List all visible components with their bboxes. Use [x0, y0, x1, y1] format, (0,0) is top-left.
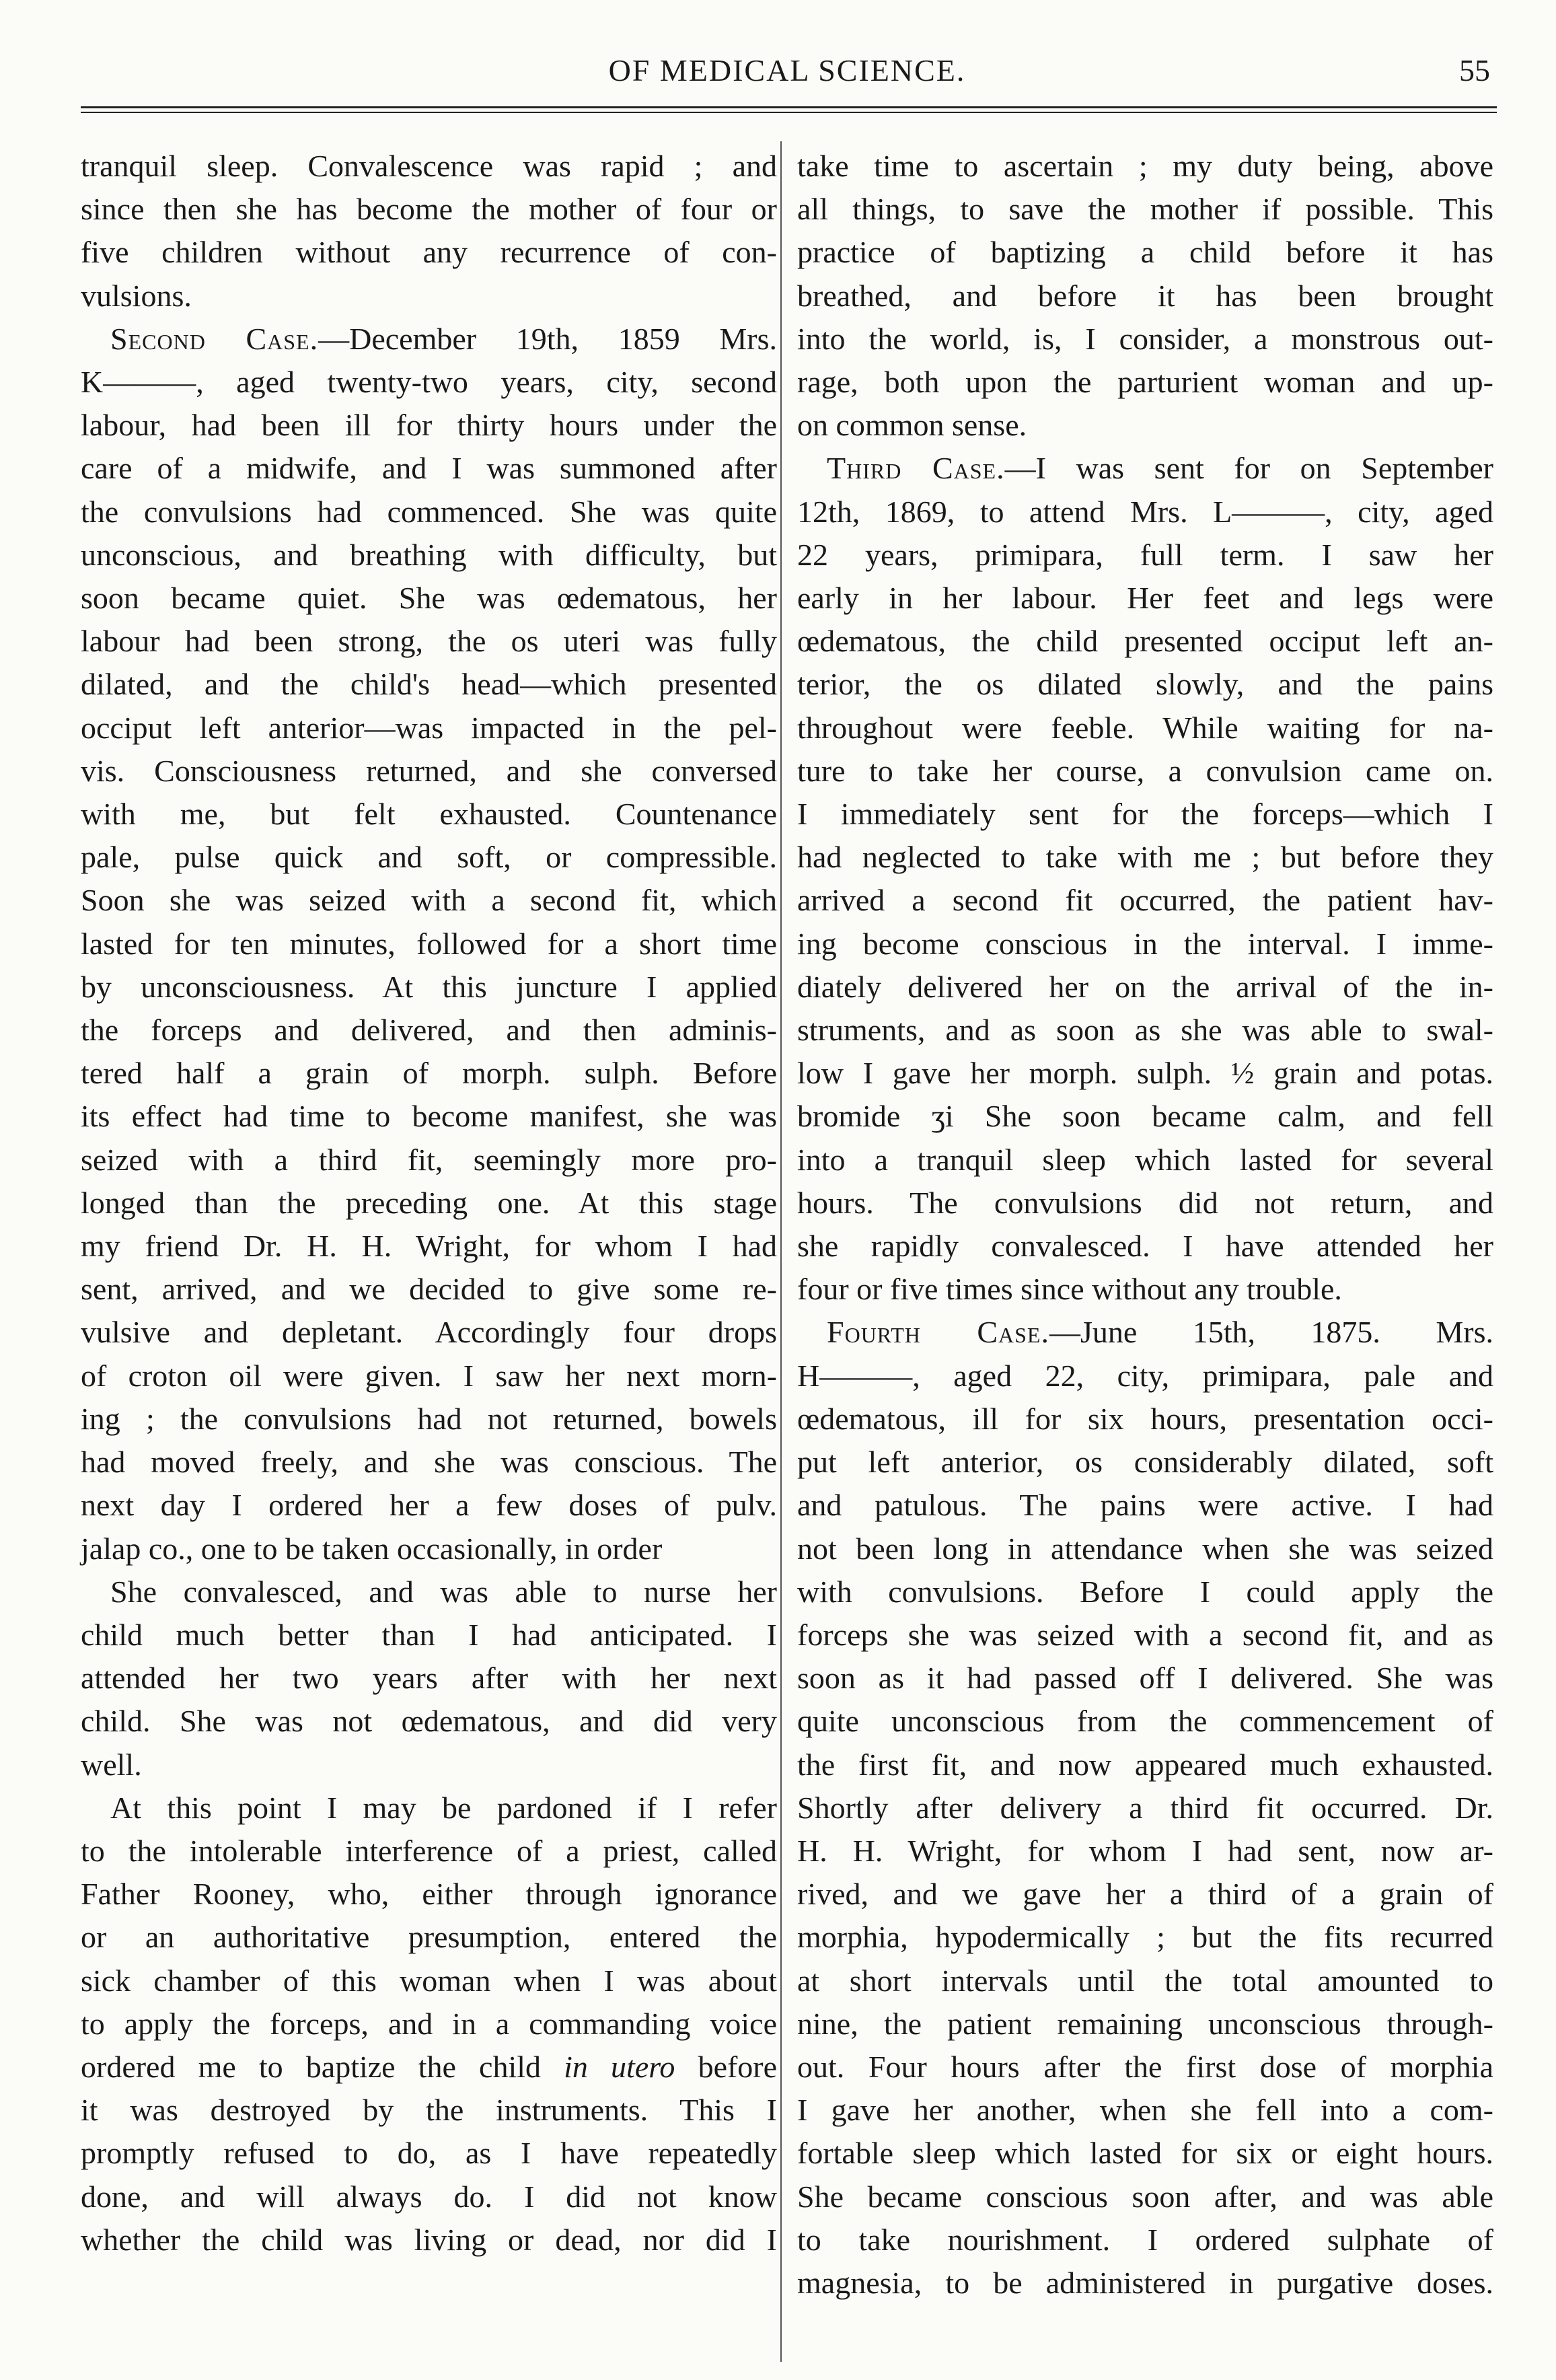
text-line: with convulsions. Before I could apply the [797, 1574, 1493, 1609]
text-line: ture to take her course, a convulsion came on. [797, 753, 1493, 788]
text-line: lasted for ten minutes, followed for a short time [81, 926, 777, 961]
text-line: labour had been strong, the os uteri was fully [81, 624, 777, 659]
text-line: labour, had been ill for thirty hours under the [81, 408, 777, 443]
text-line: four or five times since without any trouble. [797, 1272, 1342, 1307]
paragraph-baptism-outrage [797, 145, 1493, 447]
text-line [797, 1311, 1493, 1354]
text-segment: before [698, 2049, 778, 2084]
text-line: next day I ordered her a few doses of pulv. [81, 1488, 777, 1523]
text-line: low I gave her morph. sulph. ½ grain and potas. [797, 1056, 1493, 1091]
text-line: take time to ascertain ; my duty being, above [797, 149, 1493, 183]
text-line: quite unconscious from the commencement of [797, 1704, 1493, 1739]
text-line: on common sense. [797, 408, 1027, 443]
text-line: tered half a grain of morph. sulph. Before [81, 1056, 777, 1091]
case-intro: —I was sent for on September [1004, 451, 1493, 486]
text-line: the first fit, and now appeared much exhausted. [797, 1747, 1493, 1782]
text-line: Shortly after delivery a third fit occurred. Dr. [797, 1790, 1493, 1825]
text-line: into a tranquil sleep which lasted for several [797, 1142, 1493, 1177]
text-line: the convulsions had commenced. She was quite [81, 494, 777, 529]
text-line [81, 2046, 777, 2089]
text-line: its effect had time to become manifest, she was [81, 1099, 777, 1134]
text-line: sick chamber of this woman when I was about [81, 1963, 777, 1998]
text-line: done, and will always do. I did not know [81, 2179, 777, 2214]
text-line: vis. Consciousness returned, and she conversed [81, 753, 777, 788]
text-line: tranquil sleep. Convalescence was rapid ; and [81, 149, 777, 183]
text-line: At this point I may be pardoned if I refer [110, 1790, 777, 1825]
case-date: —June 15th, 1875. Mrs. [1049, 1315, 1493, 1350]
text-line: throughout were feeble. While waiting for na- [797, 710, 1493, 745]
text-line: H. H. Wright, for whom I had sent, now ar- [797, 1833, 1493, 1868]
text-line: rived, and we gave her a third of a grain of [797, 1877, 1493, 1912]
text-line: unconscious, and breathing with difficulty, but [81, 537, 777, 572]
text-segment: ordered me to baptize the child [81, 2049, 542, 2084]
text-line: whether the child was living or dead, nor did I [81, 2222, 777, 2257]
paragraph-priest-interference [81, 1787, 777, 2262]
text-line: She became conscious soon after, and was able [797, 2179, 1493, 2214]
text-line: five children without any recurrence of con- [81, 235, 777, 270]
text-line: soon as it had passed off I delivered. She was [797, 1661, 1493, 1696]
paragraph-third-case [797, 447, 1493, 1311]
text-line [81, 318, 777, 361]
text-line: K———, aged twenty-two years, city, second [81, 365, 777, 400]
text-line: to apply the forceps, and in a commanding voice [81, 2006, 777, 2041]
text-line: hours. The convulsions did not return, and [797, 1185, 1493, 1220]
text-line: œdematous, ill for six hours, presentation occi- [797, 1401, 1493, 1436]
text-line: H———, aged 22, city, primipara, pale and [797, 1358, 1493, 1393]
text-line: pale, pulse quick and soft, or compressible. [81, 840, 777, 875]
text-line: I immediately sent for the forceps—which I [797, 797, 1493, 832]
text-line: Father Rooney, who, either through ignorance [81, 1877, 777, 1912]
text-line: child much better than I had anticipated. I [81, 1617, 777, 1652]
text-line: jalap co., one to be taken occasionally, in order [81, 1531, 663, 1566]
text-line: forceps she was seized with a second fit, and as [797, 1617, 1493, 1652]
text-line: early in her labour. Her feet and legs were [797, 581, 1493, 616]
text-line: sent, arrived, and we decided to give some re- [81, 1272, 777, 1307]
case-heading-third: Third Case. [827, 451, 1005, 486]
text-line: vulsive and depletant. Accordingly four drops [81, 1315, 777, 1350]
text-line: since then she has become the mother of four or [81, 192, 777, 227]
text-line: attended her two years after with her next [81, 1661, 777, 1696]
text-line: with me, but felt exhausted. Countenance [81, 797, 777, 832]
text-line: or an authoritative presumption, entered the [81, 1920, 777, 1955]
text-line: œdematous, the child presented occiput left an- [797, 624, 1493, 659]
text-line: well. [81, 1747, 142, 1782]
text-line: morphia, hypodermically ; but the fits recurred [797, 1920, 1493, 1955]
paragraph-fourth-case [797, 1311, 1493, 2305]
text-line [797, 447, 1493, 490]
left-column [81, 145, 777, 2262]
text-line: magnesia, to be administered in purgative doses. [797, 2265, 1493, 2300]
text-line: by unconsciousness. At this juncture I applied [81, 969, 777, 1004]
right-column [797, 145, 1493, 2305]
text-line: breathed, and before it has been brought [797, 278, 1493, 313]
text-line: not been long in attendance when she was seized [797, 1531, 1493, 1566]
text-line: vulsions. [81, 278, 192, 313]
text-line: diately delivered her on the arrival of the in- [797, 969, 1493, 1004]
text-line: the forceps and delivered, and then adminis- [81, 1013, 777, 1048]
text-line: terior, the os dilated slowly, and the pains [797, 667, 1493, 702]
text-line: to the intolerable interference of a priest, called [81, 1833, 777, 1868]
text-line: and patulous. The pains were active. I had [797, 1488, 1493, 1523]
text-line: struments, and as soon as she was able to swal- [797, 1013, 1493, 1048]
text-line: 22 years, primipara, full term. I saw her [797, 537, 1493, 572]
text-line: 12th, 1869, to attend Mrs. L———, city, aged [797, 494, 1493, 529]
text-line: longed than the preceding one. At this stage [81, 1185, 777, 1220]
text-line: seized with a third fit, seemingly more pro- [81, 1142, 777, 1177]
text-line: put left anterior, os considerably dilated, soft [797, 1445, 1493, 1480]
text-line: fortable sleep which lasted for six or eight hours. [797, 2136, 1493, 2171]
text-line: practice of baptizing a child before it has [797, 235, 1493, 270]
text-line: soon became quiet. She was œdematous, her [81, 581, 777, 616]
text-line: had moved freely, and she was conscious. The [81, 1445, 777, 1480]
text-line: She convalesced, and was able to nurse her [110, 1574, 777, 1609]
text-line: it was destroyed by the instruments. This I [81, 2093, 777, 2128]
text-line: out. Four hours after the first dose of morphia [797, 2049, 1493, 2084]
text-line: rage, both upon the parturient woman and up- [797, 365, 1493, 400]
text-line: ing ; the convulsions had not returned, bowels [81, 1401, 777, 1436]
text-line: to take nourishment. I ordered sulphate of [797, 2222, 1493, 2257]
paragraph-second-case [81, 318, 777, 1571]
text-line: my friend Dr. H. H. Wright, for whom I had [81, 1229, 777, 1264]
text-line: she rapidly convalesced. I have attended her [797, 1229, 1493, 1264]
text-line: arrived a second fit occurred, the patient hav- [797, 883, 1493, 918]
paragraph-convalesced [81, 1571, 777, 1787]
italic-phrase: in utero [564, 2049, 675, 2084]
text-line: bromide ʒi She soon became calm, and fell [797, 1099, 1493, 1134]
column-divider [780, 141, 782, 2362]
text-line: I gave her another, when she fell into a com- [797, 2093, 1493, 2128]
text-line: at short intervals until the total amounted to [797, 1963, 1493, 1998]
running-head [77, 47, 1497, 94]
header-double-rule [81, 106, 1497, 113]
text-line: child. She was not œdematous, and did very [81, 1704, 777, 1739]
paragraph-sleep-convalescence [81, 145, 777, 318]
text-line: had neglected to take with me ; but before they [797, 840, 1493, 875]
case-heading-second: Second Case. [110, 321, 319, 356]
case-date: —December 19th, 1859 Mrs. [318, 321, 778, 356]
text-line: occiput left anterior—was impacted in the pel- [81, 710, 777, 745]
text-line: Soon she was seized with a second fit, which [81, 883, 777, 918]
text-line: ing become conscious in the interval. I imme- [797, 926, 1493, 961]
text-line: dilated, and the child's head—which presented [81, 667, 777, 702]
running-title: OF MEDICAL SCIENCE. [608, 53, 966, 87]
text-line: into the world, is, I consider, a monstrous out- [797, 321, 1493, 356]
text-line: all things, to save the mother if possible. This [797, 192, 1493, 227]
page-number: 55 [1459, 53, 1490, 87]
text-line: nine, the patient remaining unconscious through- [797, 2006, 1493, 2041]
text-line: of croton oil were given. I saw her next morn- [81, 1358, 777, 1393]
case-heading-fourth: Fourth Case. [827, 1315, 1049, 1350]
text-line: care of a midwife, and I was summoned after [81, 451, 777, 486]
text-line: promptly refused to do, as I have repeatedly [81, 2136, 777, 2171]
